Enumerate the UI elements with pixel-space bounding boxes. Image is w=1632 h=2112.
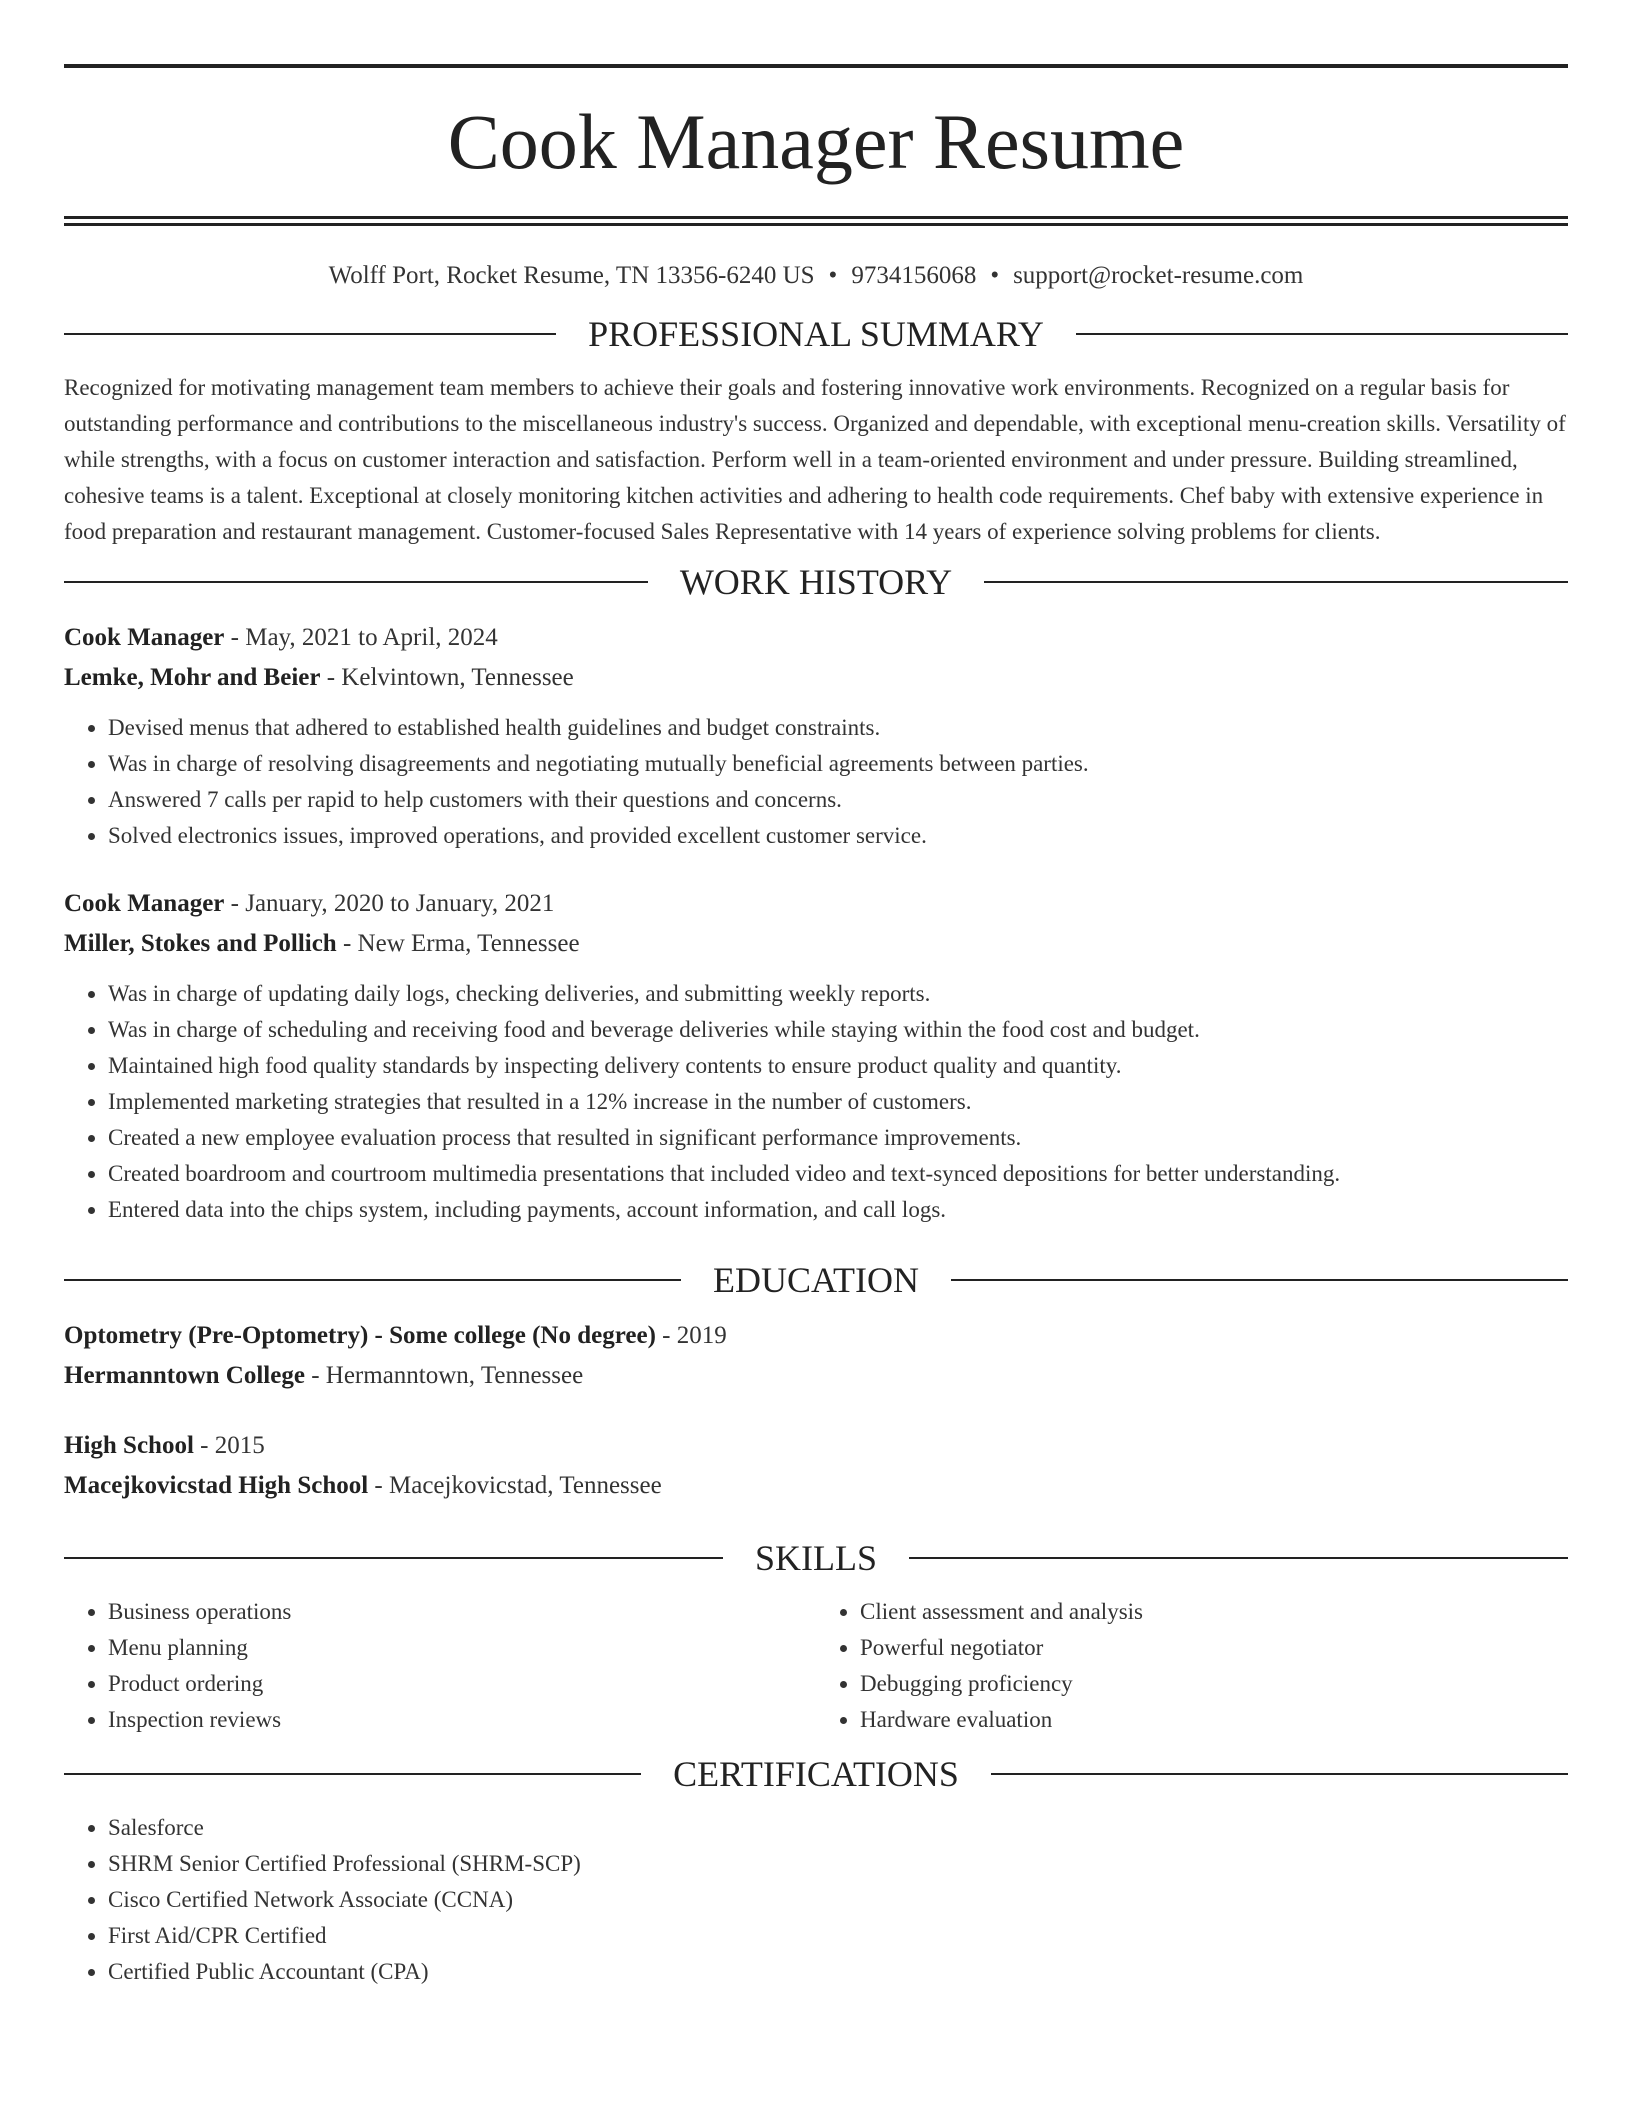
summary-text: Recognized for motivating management team members to achieve their goals and fostering innovative work environments. Recognized on a regular basis for outstanding performance and contributions to the miscellaneous industry's success. Organized and dependable, with exceptional menu-creation skills. Versatility of while strengths, with a focus on customer interaction and satisfaction. Perform well in a team-oriented environment and under pressure. Building streamlined, cohesive teams is a talent. Exceptional at closely monitoring kitchen activities and adhering to health code requirements. Chef baby with extensive experience in food preparation and restaurant management. Customer-focused Sales Representative with 14 years of experience solving problems for clients. [64,375,1566,544]
section-header-certifications [64,1752,1568,1796]
education-school-line [64,1466,1568,1506]
education-degree-line [64,1316,1568,1356]
certification-item: • Salesforce [108,1810,1568,1846]
job-entry [64,884,1568,1228]
skills-column-right [816,1594,1568,1738]
education-year: - 2015 [193,1432,265,1459]
contact-phone: 9734156068 [851,262,977,289]
skill-item: • Inspection reviews [108,1702,816,1738]
skill-item: • Debugging proficiency [860,1666,1568,1702]
section-header-summary [64,312,1568,356]
job-title-line [64,884,1568,924]
education-degree-line [64,1426,1568,1466]
job-entry [64,618,1568,854]
education-entry [64,1316,1568,1396]
skill-item: • Hardware evaluation [860,1702,1568,1738]
contact-separator: • [828,262,838,289]
education-degree: High School [64,1432,194,1459]
job-bullet: • Answered 7 calls per rapid to help customers with their questions and concerns. [108,782,1568,818]
job-bullet: • Created a new employee evaluation process that resulted in significant performance improvements. [108,1120,1568,1156]
skill-item: • Powerful negotiator [860,1630,1568,1666]
resume-title: Cook Manager Resume [447,98,1185,185]
job-location: - New Erma, Tennessee [336,930,580,957]
job-dates: - January, 2020 to January, 2021 [224,890,555,917]
education-entry [64,1426,1568,1506]
certification-item: • Certified Public Accountant (CPA) [108,1954,1568,1990]
education-year: - 2019 [655,1322,727,1349]
certification-item: • First Aid/CPR Certified [108,1918,1568,1954]
section-title-education: EDUCATION [713,1260,919,1300]
section-rule [64,333,556,335]
section-title-skills: SKILLS [755,1538,878,1578]
skill-item: • Product ordering [108,1666,816,1702]
job-bullets [64,710,1568,854]
certification-item: • Cisco Certified Network Associate (CCNA) [108,1882,1568,1918]
section-title-summary: PROFESSIONAL SUMMARY [588,314,1044,354]
contact-address: Wolff Port, Rocket Resume, TN 13356-6240 US [328,262,815,289]
section-header-skills [64,1536,1568,1580]
education-degree: Optometry (Pre-Optometry) - Some college (No degree) [64,1322,656,1349]
section-header-work [64,560,1568,604]
job-title: Cook Manager [64,890,225,917]
job-company: Miller, Stokes and Pollich [64,930,337,957]
section-rule [64,1557,723,1559]
resume-page [64,64,1568,1990]
job-location: - Kelvintown, Tennessee [320,664,574,691]
job-company-line [64,658,1568,698]
skills-grid [64,1594,1568,1738]
job-bullet: • Was in charge of updating daily logs, checking deliveries, and submitting weekly reports. [108,976,1568,1012]
job-bullet: • Was in charge of resolving disagreements and negotiating mutually beneficial agreements between parties. [108,746,1568,782]
section-title-work: WORK HISTORY [679,562,953,602]
job-bullet: • Created boardroom and courtroom multimedia presentations that included video and text-synced depositions for better understanding. [108,1156,1568,1192]
contact-email: support@rocket-resume.com [1013,262,1304,289]
job-title-line [64,618,1568,658]
section-rule [1076,333,1568,335]
job-bullet: • Implemented marketing strategies that resulted in a 12% increase in the number of customers. [108,1084,1568,1120]
job-bullet: • Entered data into the chips system, including payments, account information, and call logs. [108,1192,1568,1228]
section-rule [64,1773,641,1775]
header-double-rule [64,216,1568,226]
skill-item: • Client assessment and analysis [860,1594,1568,1630]
job-bullets [64,976,1568,1228]
skill-item: • Business operations [108,1594,816,1630]
certifications-list [64,1810,1568,1990]
contact-separator: • [990,262,1000,289]
job-bullet: • Solved electronics issues, improved operations, and provided excellent customer service. [108,818,1568,854]
job-dates: - May, 2021 to April, 2024 [224,624,498,651]
job-company: Lemke, Mohr and Beier [64,664,321,691]
job-bullet: • Was in charge of scheduling and receiving food and beverage deliveries while staying within the food cost and budget. [108,1012,1568,1048]
section-rule [64,1279,681,1281]
job-title: Cook Manager [64,624,225,651]
section-rule [991,1773,1568,1775]
section-header-education [64,1258,1568,1302]
job-company-line [64,924,1568,964]
education-location: - Hermanntown, Tennessee [304,1362,584,1389]
job-bullet: • Devised menus that adhered to established health guidelines and budget constraints. [108,710,1568,746]
certification-item: • SHRM Senior Certified Professional (SHRM-SCP) [108,1846,1568,1882]
section-rule [951,1279,1568,1281]
section-rule [64,581,648,583]
section-rule [984,581,1568,583]
education-school-line [64,1356,1568,1396]
education-location: - Macejkovicstad, Tennessee [368,1472,662,1499]
section-rule [909,1557,1568,1559]
skills-column-left [64,1594,816,1738]
education-school: Hermanntown College [64,1362,305,1389]
job-bullet: • Maintained high food quality standards by inspecting delivery contents to ensure product quality and quantity. [108,1048,1568,1084]
education-school: Macejkovicstad High School [64,1472,369,1499]
contact-line [64,260,1568,292]
skill-item: • Menu planning [108,1630,816,1666]
section-title-certifications: CERTIFICATIONS [673,1754,959,1794]
